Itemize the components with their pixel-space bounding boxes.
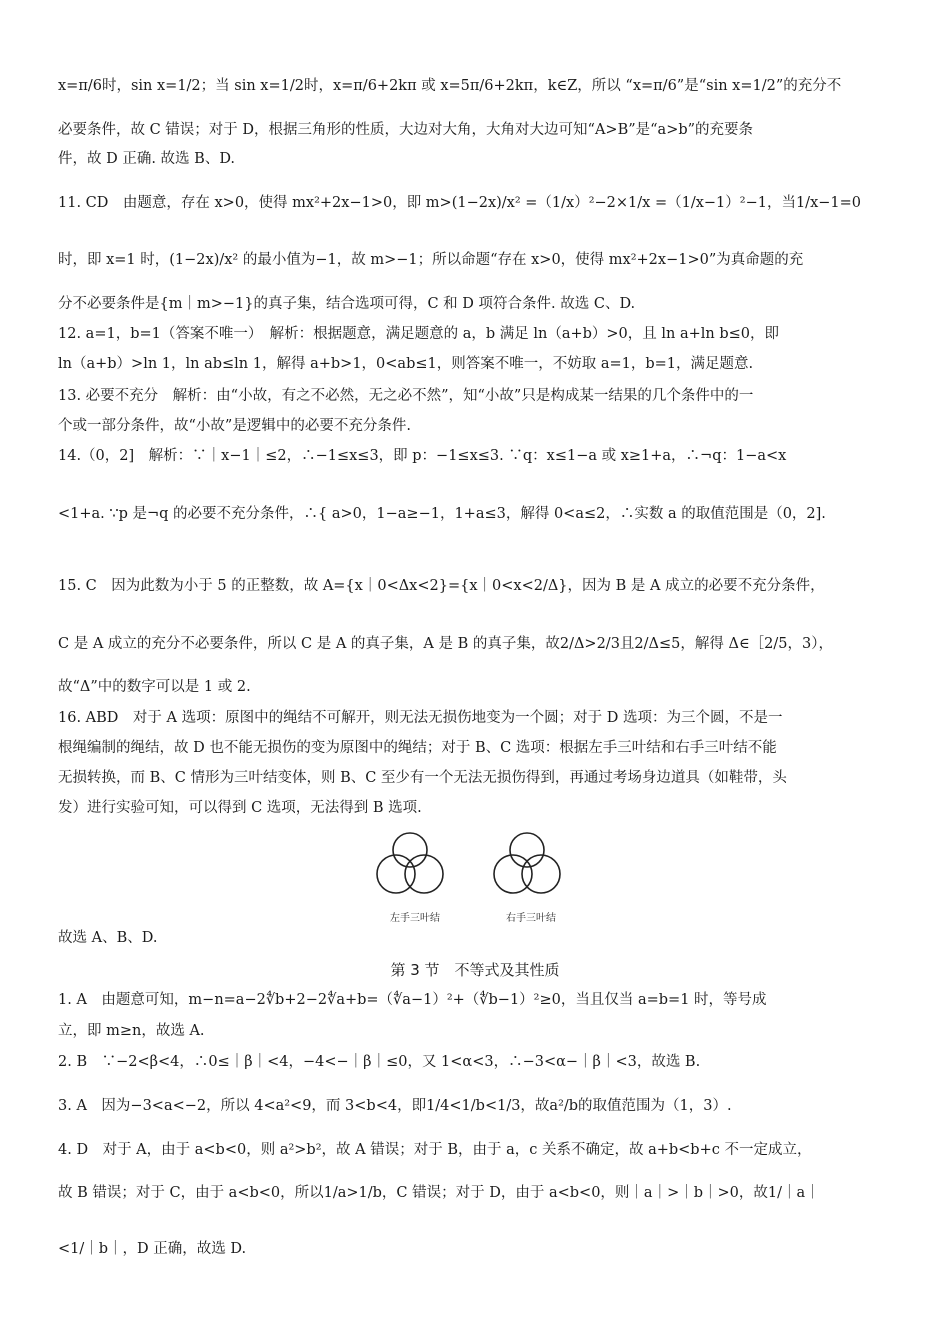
section-title: 第 3 节 不等式及其性质 [390,961,560,979]
trefoil-knots-figure [370,826,580,906]
text-line: 立，即 m≥n，故选 A. [58,1023,205,1039]
left-knot-caption: 左手三叶结 [390,913,440,924]
text-line: 件，故 D 正确. 故选 B、D. [58,151,236,167]
text-line: x=π/6时，sin x=1/2；当 sin x=1/2时，x=π/6+2kπ 或 x=5π/6+2kπ，k∈Z，所以 “x=π/6”是“sin x=1/2”的充分不 [58,78,842,94]
left-trefoil-knot [377,833,443,893]
text-line: 13. 必要不充分 解析：由“小故，有之不必然，无之必不然”，知“小故”只是构成某一结果的几个条件中的一 [58,388,754,404]
text-line: <1+a. ∵p 是¬q 的必要不充分条件，∴{ a>0，1−a≥−1，1+a≤3，解得 0<a≤2，∴实数 a 的取值范围是（0，2]. [58,506,826,522]
text-line: 16. ABD 对于 A 选项：原图中的绳结不可解开，则无法无损伤地变为一个圆；对于 D 选项：为三个圆，不是一 [58,710,783,726]
text-line: 根绳编制的绳结，故 D 也不能无损伤的变为原图中的绳结；对于 B、C 选项：根据左手三叶结和右手三叶结不能 [58,740,777,756]
right-knot-caption: 右手三叶结 [506,913,556,924]
text-line: 2. B ∵−2<β<4，∴0≤｜β｜<4，−4<−｜β｜≤0，又 1<α<3，∴−3<α−｜β｜<3，故选 B. [58,1054,701,1070]
text-line: 时，即 x=1 时，(1−2x)/x² 的最小值为−1，故 m>−1；所以命题“存在 x>0，使得 mx²+2x−1>0”为真命题的充 [58,252,804,268]
text-line: C 是 A 成立的充分不必要条件，所以 C 是 A 的真子集，A 是 B 的真子集，故2/Δ>2/3且2/Δ≤5，解得 Δ∈［2/5，3）， [58,636,833,652]
text-line: 无损转换，而 B、C 情形为三叶结变体，则 B、C 至少有一个无法无损伤得到，再通过考场身边道具（如鞋带，头 [58,770,787,786]
text-line: ln（a+b）>ln 1，ln ab≤ln 1，解得 a+b>1，0<ab≤1，则答案不唯一，不妨取 a=1，b=1，满足题意. [58,356,754,372]
text-line: 故选 A、B、D. [58,930,158,946]
right-trefoil-knot [494,833,560,893]
text-line: 1. A 由题意可知，m−n=a−2∜b+2−2∜a+b=（∜a−1）²+（∜b−1）²≥0，当且仅当 a=b=1 时，等号成 [58,992,767,1008]
text-line: 发）进行实验可知，可以得到 C 选项，无法得到 B 选项. [58,800,422,816]
text-line: 12. a=1，b=1（答案不唯一） 解析：根据题意，满足题意的 a，b 满足 ln（a+b）>0，且 ln a+ln b≤0，即 [58,326,780,342]
text-line: 3. A 因为−3<a<−2，所以 4<a²<9，而 3<b<4，即1/4<1/b<1/3，故a²/b的取值范围为（1，3）. [58,1098,732,1114]
text-line: 故“Δ”中的数字可以是 1 或 2. [58,679,251,695]
text-line: 14.（0，2] 解析：∵｜x−1｜≤2，∴−1≤x≤3，即 p：−1≤x≤3. ∵q：x≤1−a 或 x≥1+a，∴¬q：1−a<x [58,448,787,464]
text-line: 个或一部分条件，故“小故”是逻辑中的必要不充分条件. [58,418,411,434]
text-line: <1/｜b｜，D 正确，故选 D. [58,1241,247,1257]
text-line: 4. D 对于 A，由于 a<b<0，则 a²>b²，故 A 错误；对于 B，由于 a，c 关系不确定，故 a+b<b+c 不一定成立， [58,1142,812,1158]
text-line: 11. CD 由题意，存在 x>0，使得 mx²+2x−1>0，即 m>(1−2x)/x² =（1/x）²−2×1/x =（1/x−1）²−1，当1/x−1=0 [58,195,861,211]
text-line: 分不必要条件是{m｜m>−1}的真子集，结合选项可得，C 和 D 项符合条件. 故选 C、D. [58,296,636,312]
text-line: 故 B 错误；对于 C，由于 a<b<0，所以1/a>1/b，C 错误；对于 D，由于 a<b<0，则｜a｜>｜b｜>0，故1/｜a｜ [58,1185,820,1201]
text-line: 必要条件，故 C 错误；对于 D，根据三角形的性质，大边对大角，大角对大边可知“A>B”是“a>b”的充要条 [58,122,754,138]
text-line: 15. C 因为此数为小于 5 的正整数，故 A={x｜0<Δx<2}={x｜0<x<2/Δ}，因为 B 是 A 成立的必要不充分条件， [58,578,825,594]
